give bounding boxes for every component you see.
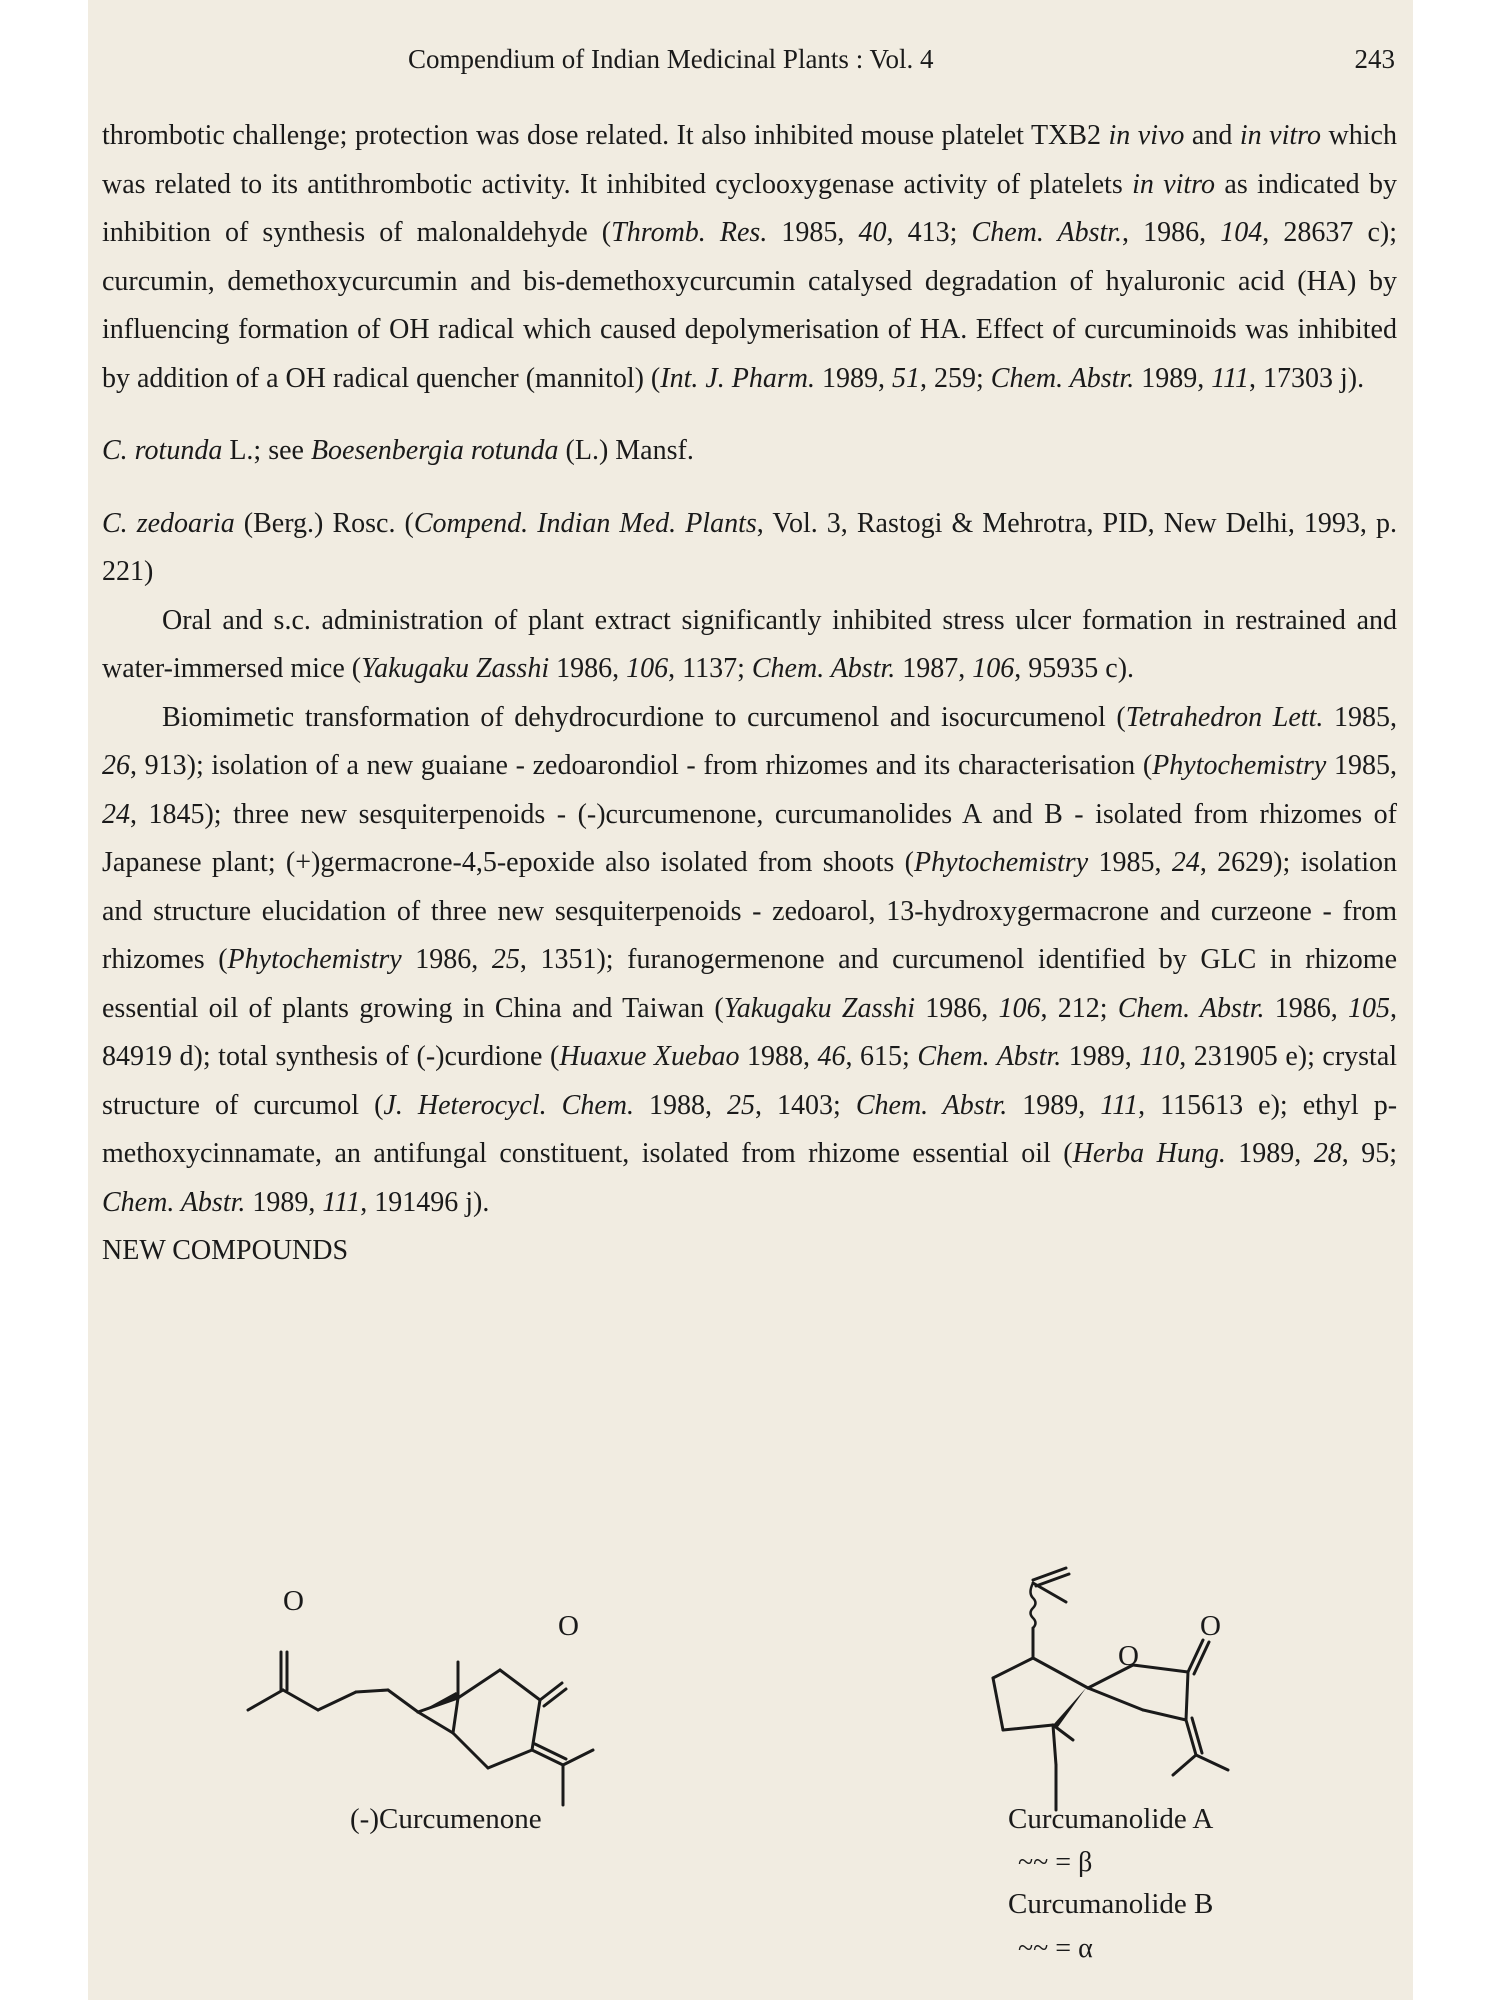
text-run: 111 <box>322 1186 361 1218</box>
text-run: L.; see <box>222 435 311 466</box>
text-run: Chem. Abstr. <box>990 362 1135 394</box>
text-run: , 28637 c); curcumin, demethoxycurcumin and bis-demethoxycurcumin catalysed degradation of hyaluronic acid (HA) by influencing formation of OH radical which caused depolymerisation of HA. Effect of curcuminoids was inhibited by addition of a OH radical quencher (mannitol) ( <box>102 217 1398 394</box>
paragraph-4 <box>102 597 1397 694</box>
text-run: , 84919 d); total synthesis of (-)curdione ( <box>102 992 1398 1072</box>
text-run: 106 <box>972 653 1015 684</box>
text-run: 1988, <box>633 1089 728 1121</box>
text-run: 106 <box>626 653 669 684</box>
text-run: and <box>1184 120 1240 151</box>
text-run: , 231905 e); crystal structure of curcumol ( <box>102 1041 1398 1121</box>
text-run: , 1137; <box>668 653 752 684</box>
text-run: Biomimetic transformation of dehydrocurdione to curcumenol and isocurcumenol ( <box>162 701 1126 733</box>
lactone-ring-oxygen: O <box>1118 1640 1139 1672</box>
text-run: , 95; <box>1341 1138 1398 1169</box>
text-run: Phytochemistry <box>913 847 1089 878</box>
curcumenone-ring-oxygen: O <box>558 1610 579 1642</box>
text-run: 106 <box>998 992 1041 1024</box>
text-run: in vitro <box>1132 168 1216 200</box>
text-run: 1985, <box>1326 750 1397 781</box>
text-run: , Vol. 3, Rastogi & Mehrotra, PID, New Delhi, 1993, p. 221) <box>102 507 1397 587</box>
text-run: 28 <box>1313 1138 1342 1169</box>
text-run: as indicated by inhibition of synthesis of malonaldehyde ( <box>102 168 1398 248</box>
compound-name-curcumanolide-b: Curcumanolide B <box>1008 1888 1214 1920</box>
text-run: , 115613 e); ethyl p-methoxycinnamate, an antifungal constituent, isolated from rhizome essential oil ( <box>102 1089 1398 1169</box>
paragraph-3 <box>102 500 1397 597</box>
paragraph-2 <box>102 427 1397 476</box>
text-run: in vivo <box>1108 120 1185 151</box>
text-run: 1985, <box>1088 847 1172 878</box>
text-run: , 2629); isolation and structure elucidation of three new sesquiterpenoids - zedoarol, 13-hydroxygermacrone and curzeone - from rhizomes ( <box>102 847 1398 975</box>
text-run: 111 <box>1211 362 1250 394</box>
text-run: 110 <box>1139 1041 1180 1072</box>
text-run: Yakugaku Zasshi <box>361 653 550 684</box>
compound-structures <box>88 1560 1413 2000</box>
text-run: 25 <box>491 944 520 975</box>
text-run: , 1986, <box>1122 217 1221 248</box>
text-run: 1986, <box>1264 992 1349 1024</box>
text-run: Compend. Indian Med. Plants <box>413 507 757 539</box>
text-run: 111 <box>1100 1089 1139 1121</box>
text-run: C. rotunda <box>102 435 223 466</box>
text-run: , 212; <box>1040 992 1118 1024</box>
text-run: 40 <box>858 217 887 248</box>
text-run: Herba Hung. <box>1072 1138 1226 1169</box>
running-title: Compendium of Indian Medicinal Plants : Vol. 4 <box>408 44 934 74</box>
text-run: Chem. Abstr. <box>1117 992 1265 1024</box>
text-run: Tetrahedron Lett. <box>1125 701 1324 733</box>
text-run: in vitro <box>1239 120 1322 151</box>
text-run: Phytochemistry <box>1152 750 1327 781</box>
text-run: 1989, <box>1061 1041 1140 1072</box>
text-run: , 259; <box>920 362 991 394</box>
text-run: , 913); isolation of a new guaiane - zedoarondiol - from rhizomes and its characterisation ( <box>130 750 1153 781</box>
text-run: 25 <box>727 1089 756 1121</box>
text-run: 1988, <box>739 1041 818 1072</box>
text-run: , 1403; <box>755 1089 856 1121</box>
text-run: Phytochemistry <box>227 944 402 975</box>
section-heading: NEW COMPOUNDS <box>102 1235 349 1266</box>
text-run: Chem. Abstr. <box>751 653 896 684</box>
text-run: 104 <box>1220 217 1263 248</box>
text-run: which was related to its antithrombotic activity. It inhibited cyclooxygenase activity of platelets <box>102 120 1397 200</box>
curcumanolide-a-stereo-note: ~~ = β <box>1018 1847 1093 1878</box>
text-run: , 17303 j). <box>1249 362 1365 394</box>
text-run: Chem. Abstr. <box>855 1089 1008 1121</box>
text-run: , 615; <box>845 1041 918 1072</box>
text-run: 1985, <box>1323 701 1398 733</box>
text-run: Chem. Abstr. <box>917 1041 1062 1072</box>
compound-name-curcumanolide-a: Curcumanolide A <box>1008 1803 1214 1835</box>
text-run: , 1845); three new sesquiterpenoids - (-)curcumenone, curcumanolides A and B - isolated from rhizomes of Japanese plant; (+)germacrone-4,5-epoxide also isolated from shoots ( <box>102 798 1397 878</box>
text-run: 51 <box>892 362 921 394</box>
text-run: 24 <box>1171 847 1200 878</box>
text-run: , 413; <box>886 217 972 248</box>
text-run: 1989, <box>815 362 893 394</box>
text-run: J. Heterocycl. Chem. <box>383 1089 634 1121</box>
paragraph-5 <box>102 694 1397 1228</box>
page-number: 243 <box>1354 44 1395 74</box>
paragraphs <box>102 112 1397 1227</box>
text-run: 1989, <box>1007 1089 1101 1121</box>
text-run: (Berg.) Rosc. ( <box>234 507 414 539</box>
text-run: 1989, <box>245 1186 323 1218</box>
text-run: Chem. Abstr. <box>102 1186 246 1218</box>
text-run: 46 <box>817 1041 846 1072</box>
text-run: 26 <box>102 750 130 781</box>
text-run: Yakugaku Zasshi <box>723 992 916 1024</box>
text-run: 1989, <box>1134 362 1212 394</box>
text-run: 1985, <box>767 217 859 248</box>
text-run: Huaxue Xuebao <box>559 1041 740 1072</box>
running-header <box>88 40 1413 80</box>
text-run: C. zedoaria <box>102 507 235 539</box>
text-run: Chem. Abstr. <box>971 217 1123 248</box>
text-run: 105 <box>1348 992 1391 1024</box>
body-text <box>102 112 1397 1276</box>
text-run: (L.) Mansf. <box>558 435 694 466</box>
text-run: Int. J. Pharm. <box>660 362 816 394</box>
text-run: 1986, <box>915 992 999 1024</box>
text-run: , 1351); furanogermenone and curcumenol identified by GLC in rhizome essential oil of plants growing in China and Taiwan ( <box>102 944 1398 1024</box>
curcumenone-structure <box>248 1652 593 1805</box>
lactone-carbonyl-oxygen: O <box>1200 1610 1221 1642</box>
text-run: 1987, <box>895 653 973 684</box>
paragraph-1 <box>102 112 1397 403</box>
curcumanolide-b-stereo-note: ~~ = α <box>1018 1933 1093 1964</box>
text-run: Oral and s.c. administration of plant extract significantly inhibited stress ulcer formation in restrained and water-immersed mice ( <box>102 604 1397 684</box>
text-run: 24 <box>102 798 130 830</box>
text-run: 1986, <box>549 653 627 684</box>
text-run: Boesenbergia rotunda <box>310 435 559 466</box>
text-run: thrombotic challenge; protection was dose related. It also inhibited mouse platelet TXB2 <box>102 120 1109 151</box>
text-run: , 95935 c). <box>1014 653 1135 684</box>
text-run: 1986, <box>401 944 492 975</box>
compound-name-curcumenone: (-)Curcumenone <box>350 1803 542 1835</box>
curcumenone-keto-oxygen: O <box>283 1585 304 1617</box>
text-run: 1989, <box>1225 1138 1314 1169</box>
text-run: , 191496 j). <box>360 1186 490 1218</box>
curcumanolide-structure <box>993 1568 1228 1810</box>
book-page <box>88 0 1413 2000</box>
text-run: Thromb. Res. <box>611 217 768 248</box>
